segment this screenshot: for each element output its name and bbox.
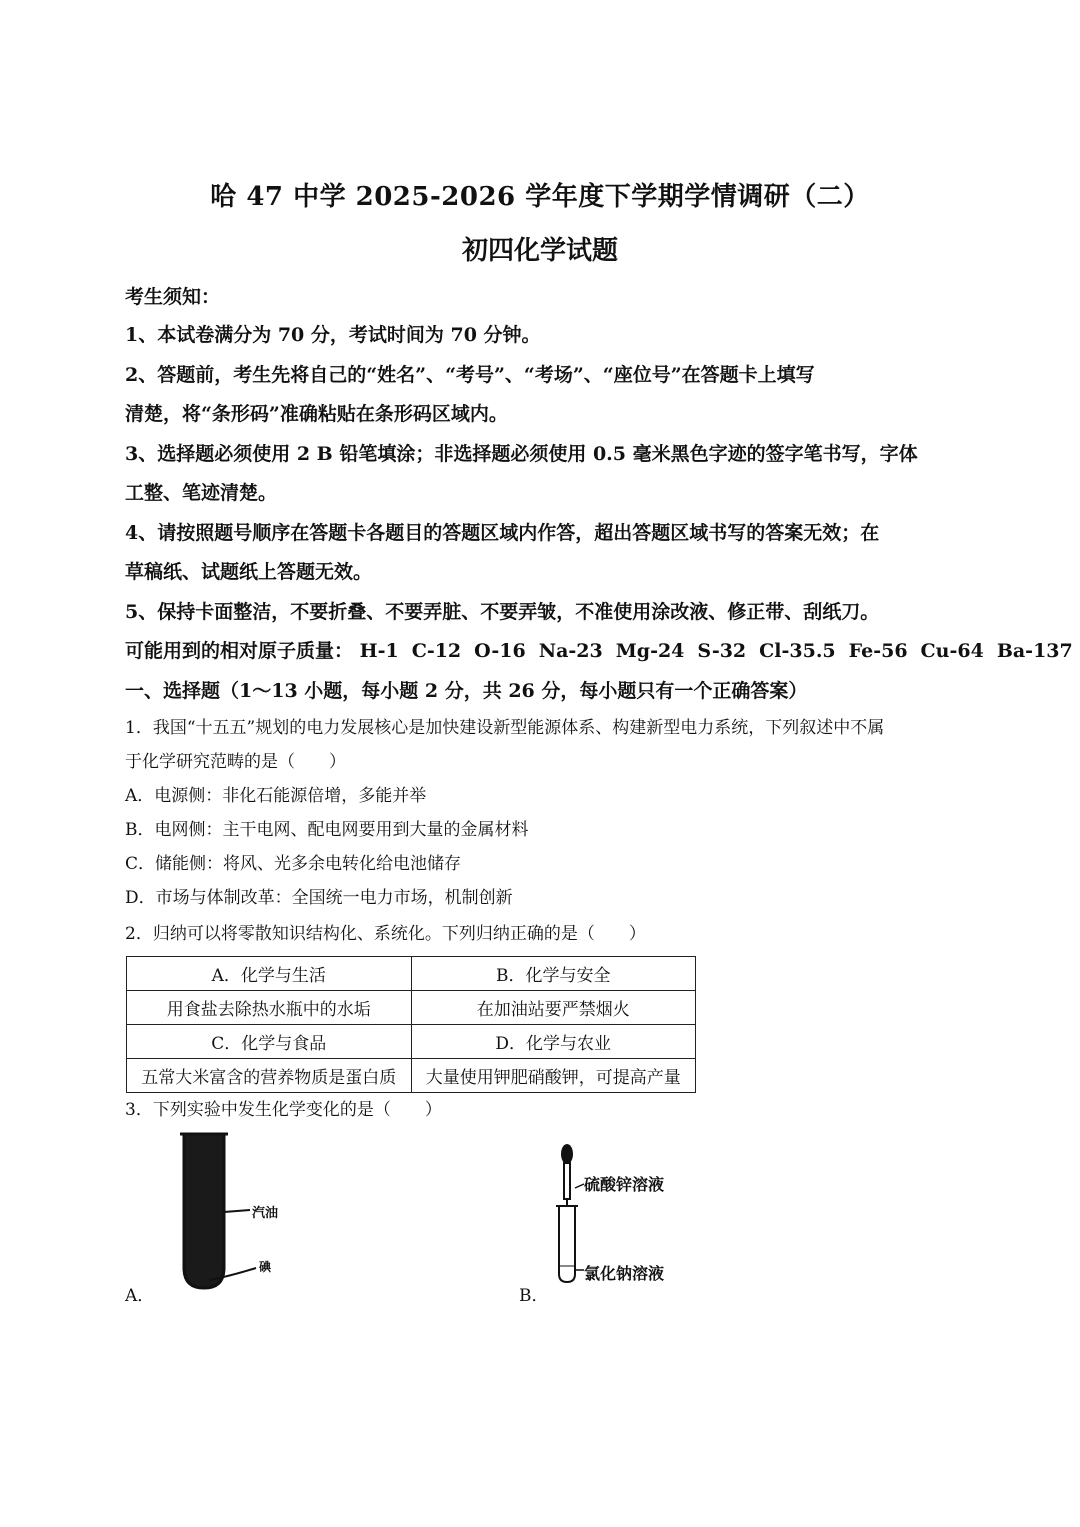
- notice-item-5: 5、保持卡面整洁，不要折叠、不要弄脏、不要弄皱，不准使用涂改液、修正带、刮纸刀。: [125, 601, 880, 623]
- q1-stem-line1: 1．我国“十五五”规划的电力发展核心是加快建设新型能源体系、构建新型电力系统，下列叙述中不属: [125, 718, 885, 738]
- test-tube-figure-a: [170, 1130, 300, 1300]
- atomic-mass-item: O-16: [474, 640, 526, 662]
- q2-stem: 2．归纳可以将零散知识结构化、系统化。下列归纳正确的是（ ）: [125, 924, 646, 944]
- figure-a-label-iodine: 碘: [259, 1260, 272, 1274]
- atomic-mass-item: Cl-35.5: [759, 640, 836, 662]
- q2-cell-b-header: B．化学与安全: [411, 957, 696, 991]
- q2-cell-a-header: A．化学与生活: [127, 957, 412, 991]
- q2-cell-d-header: D．化学与农业: [411, 1025, 696, 1059]
- notice-item-4-cont: 草稿纸、试题纸上答题无效。: [125, 561, 373, 583]
- atomic-mass-item: S-32: [697, 640, 747, 662]
- atomic-mass-item: Fe-56: [848, 640, 908, 662]
- notice-item-3-cont: 工整、笔迹清楚。: [125, 482, 278, 504]
- figure-a-option: A．: [125, 1286, 155, 1306]
- exam-subtitle: 初四化学试题: [461, 236, 618, 266]
- atomic-masses-list: [360, 640, 1073, 662]
- dropper-bulb: [561, 1144, 573, 1164]
- figure-a-label-gasoline: 汽油: [252, 1206, 279, 1221]
- notice-heading: 考生须知：: [125, 286, 221, 308]
- atomic-mass-item: Na-23: [538, 640, 603, 662]
- notice-item-3: 3、选择题必须使用 2 B 铅笔填涂；非选择题必须使用 0.5 毫米黑色字迹的签字笔书写，字体: [125, 443, 918, 465]
- q2-cell-b-content: 在加油站要严禁烟火: [411, 991, 696, 1025]
- test-tube-a-body: [184, 1134, 224, 1288]
- gasoline-pointer: [224, 1210, 250, 1212]
- q1-option-d: D．市场与体制改革：全国统一电力市场，机制创新: [125, 888, 513, 908]
- notice-item-2: 2、答题前，考生先将自己的“姓名”、“考号”、“考场”、“座位号”在答题卡上填写: [125, 364, 815, 386]
- notice-item-2-cont: 清楚，将“条形码”准确粘贴在条形码区域内。: [125, 403, 508, 425]
- figure-b-label-bottom: 氯化钠溶液: [584, 1264, 665, 1283]
- atomic-mass-item: Mg-24: [615, 640, 685, 662]
- section-heading: 一、选择题（1～13 小题，每小题 2 分，共 26 分，每小题只有一个正确答案）: [125, 680, 808, 702]
- notice-item-4: 4、请按照题号顺序在答题卡各题目的答题区域内作答，超出答题区域书写的答案无效；在: [125, 522, 880, 544]
- dropper-pointer: [575, 1184, 584, 1188]
- notice-item-1: 1、本试卷满分为 70 分，考试时间为 70 分钟。: [125, 324, 541, 346]
- figure-b-label-top: 硫酸锌溶液: [584, 1175, 665, 1194]
- q1-option-c: C．储能侧：将风、光多余电转化给电池储存: [125, 854, 462, 874]
- q3-stem: 3．下列实验中发生化学变化的是（ ）: [125, 1100, 442, 1120]
- atomic-masses-label: 可能用到的相对原子质量：: [125, 640, 354, 662]
- atomic-mass-item: Ba-137: [996, 640, 1073, 662]
- test-tube-b-body: [559, 1206, 575, 1282]
- q1-option-b: B．电网侧：主干电网、配电网要用到大量的金属材料: [125, 820, 529, 840]
- q1-option-a: A．电源侧：非化石能源倍增，多能并举: [125, 786, 427, 806]
- atomic-mass-item: Cu-64: [920, 640, 984, 662]
- q2-cell-a-content: 用食盐去除热水瓶中的水垢: [127, 991, 412, 1025]
- q2-cell-d-content: 大量使用钾肥硝酸钾，可提高产量: [411, 1059, 696, 1093]
- atomic-masses: [125, 638, 1073, 664]
- atomic-mass-item: C-12: [411, 640, 462, 662]
- figure-b-option: B．: [519, 1286, 549, 1306]
- q1-stem-line2: 于化学研究范畴的是（ ）: [125, 752, 346, 772]
- atomic-mass-item: H-1: [359, 640, 399, 662]
- q2-cell-c-header: C．化学与食品: [127, 1025, 412, 1059]
- dropper-tube: [564, 1163, 570, 1199]
- q2-table: [126, 956, 696, 1093]
- exam-title: 哈 47 中学 2025-2026 学年度下学期学情调研（二）: [210, 182, 870, 212]
- q2-cell-c-content: 五常大米富含的营养物质是蛋白质: [127, 1059, 412, 1093]
